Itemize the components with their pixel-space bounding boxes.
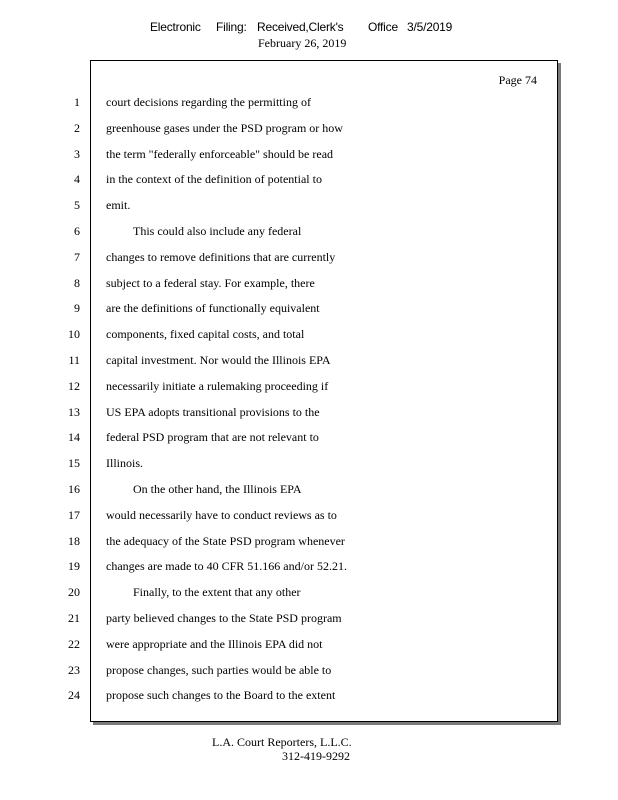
line-text: court decisions regarding the permitting of xyxy=(106,95,311,109)
line-number: 24 xyxy=(68,688,80,702)
line-text: the term "federally enforceable" should be read xyxy=(106,147,334,161)
line-number: 13 xyxy=(68,405,80,419)
line-number: 6 xyxy=(74,224,80,238)
line-number: 7 xyxy=(74,250,80,264)
line-text: greenhouse gases under the PSD program or how xyxy=(106,121,343,135)
line-number: 2 xyxy=(74,121,80,135)
line-text: This could also include any federal xyxy=(133,224,302,238)
transcript-date: February 26, 2019 xyxy=(258,36,347,50)
line-number: 22 xyxy=(68,637,80,651)
line-number: 1 xyxy=(74,95,80,109)
filing-stamp-electronic: Electronic xyxy=(150,20,201,34)
line-number: 10 xyxy=(68,327,80,341)
line-number: 17 xyxy=(68,508,80,522)
page-number: Page 74 xyxy=(498,73,537,87)
line-number: 16 xyxy=(68,482,80,496)
line-text: party believed changes to the State PSD program xyxy=(106,611,342,625)
line-number: 4 xyxy=(74,172,80,186)
line-text: US EPA adopts transitional provisions to the xyxy=(106,405,320,419)
line-text: are the definitions of functionally equivalent xyxy=(106,301,320,315)
filing-stamp-filing: Filing: xyxy=(216,20,247,34)
line-number: 3 xyxy=(74,147,80,161)
line-text: in the context of the definition of potential to xyxy=(106,172,322,186)
line-text: changes to remove definitions that are currently xyxy=(106,250,336,264)
line-text: capital investment. Nor would the Illinois EPA xyxy=(106,353,331,367)
line-number: 20 xyxy=(68,585,80,599)
footer-company: L.A. Court Reporters, L.L.C. xyxy=(212,735,352,749)
filing-stamp-office: Office xyxy=(368,20,398,34)
line-text: Illinois. xyxy=(106,456,144,470)
line-number: 5 xyxy=(74,198,80,212)
line-text: On the other hand, the Illinois EPA xyxy=(133,482,302,496)
line-number: 18 xyxy=(68,534,80,548)
line-number: 12 xyxy=(68,379,80,393)
line-number: 8 xyxy=(74,276,80,290)
filing-stamp-date: 3/5/2019 xyxy=(407,20,453,34)
line-text: propose such changes to the Board to the extent xyxy=(106,688,336,702)
line-number: 11 xyxy=(68,353,80,367)
filing-stamp-received: Received,Clerk's xyxy=(257,20,344,34)
line-text: components, fixed capital costs, and total xyxy=(106,327,305,341)
line-number: 14 xyxy=(68,430,80,444)
line-text: emit. xyxy=(106,198,131,212)
line-text: subject to a federal stay. For example, there xyxy=(106,276,315,290)
line-text: Finally, to the extent that any other xyxy=(133,585,301,599)
line-number: 21 xyxy=(68,611,80,625)
line-text: were appropriate and the Illinois EPA did not xyxy=(106,637,323,651)
line-text: federal PSD program that are not relevant to xyxy=(106,430,319,444)
line-text: propose changes, such parties would be able to xyxy=(106,663,332,677)
line-text: the adequacy of the State PSD program whenever xyxy=(106,534,345,548)
line-text: would necessarily have to conduct reviews as to xyxy=(106,508,337,522)
line-text: changes are made to 40 CFR 51.166 and/or 52.21. xyxy=(106,559,347,573)
line-number: 9 xyxy=(74,301,80,315)
line-number: 23 xyxy=(68,663,80,677)
line-text: necessarily initiate a rulemaking proceeding if xyxy=(106,379,329,393)
line-number: 19 xyxy=(68,559,80,573)
footer-phone: 312-419-9292 xyxy=(282,749,350,763)
line-number: 15 xyxy=(68,456,80,470)
